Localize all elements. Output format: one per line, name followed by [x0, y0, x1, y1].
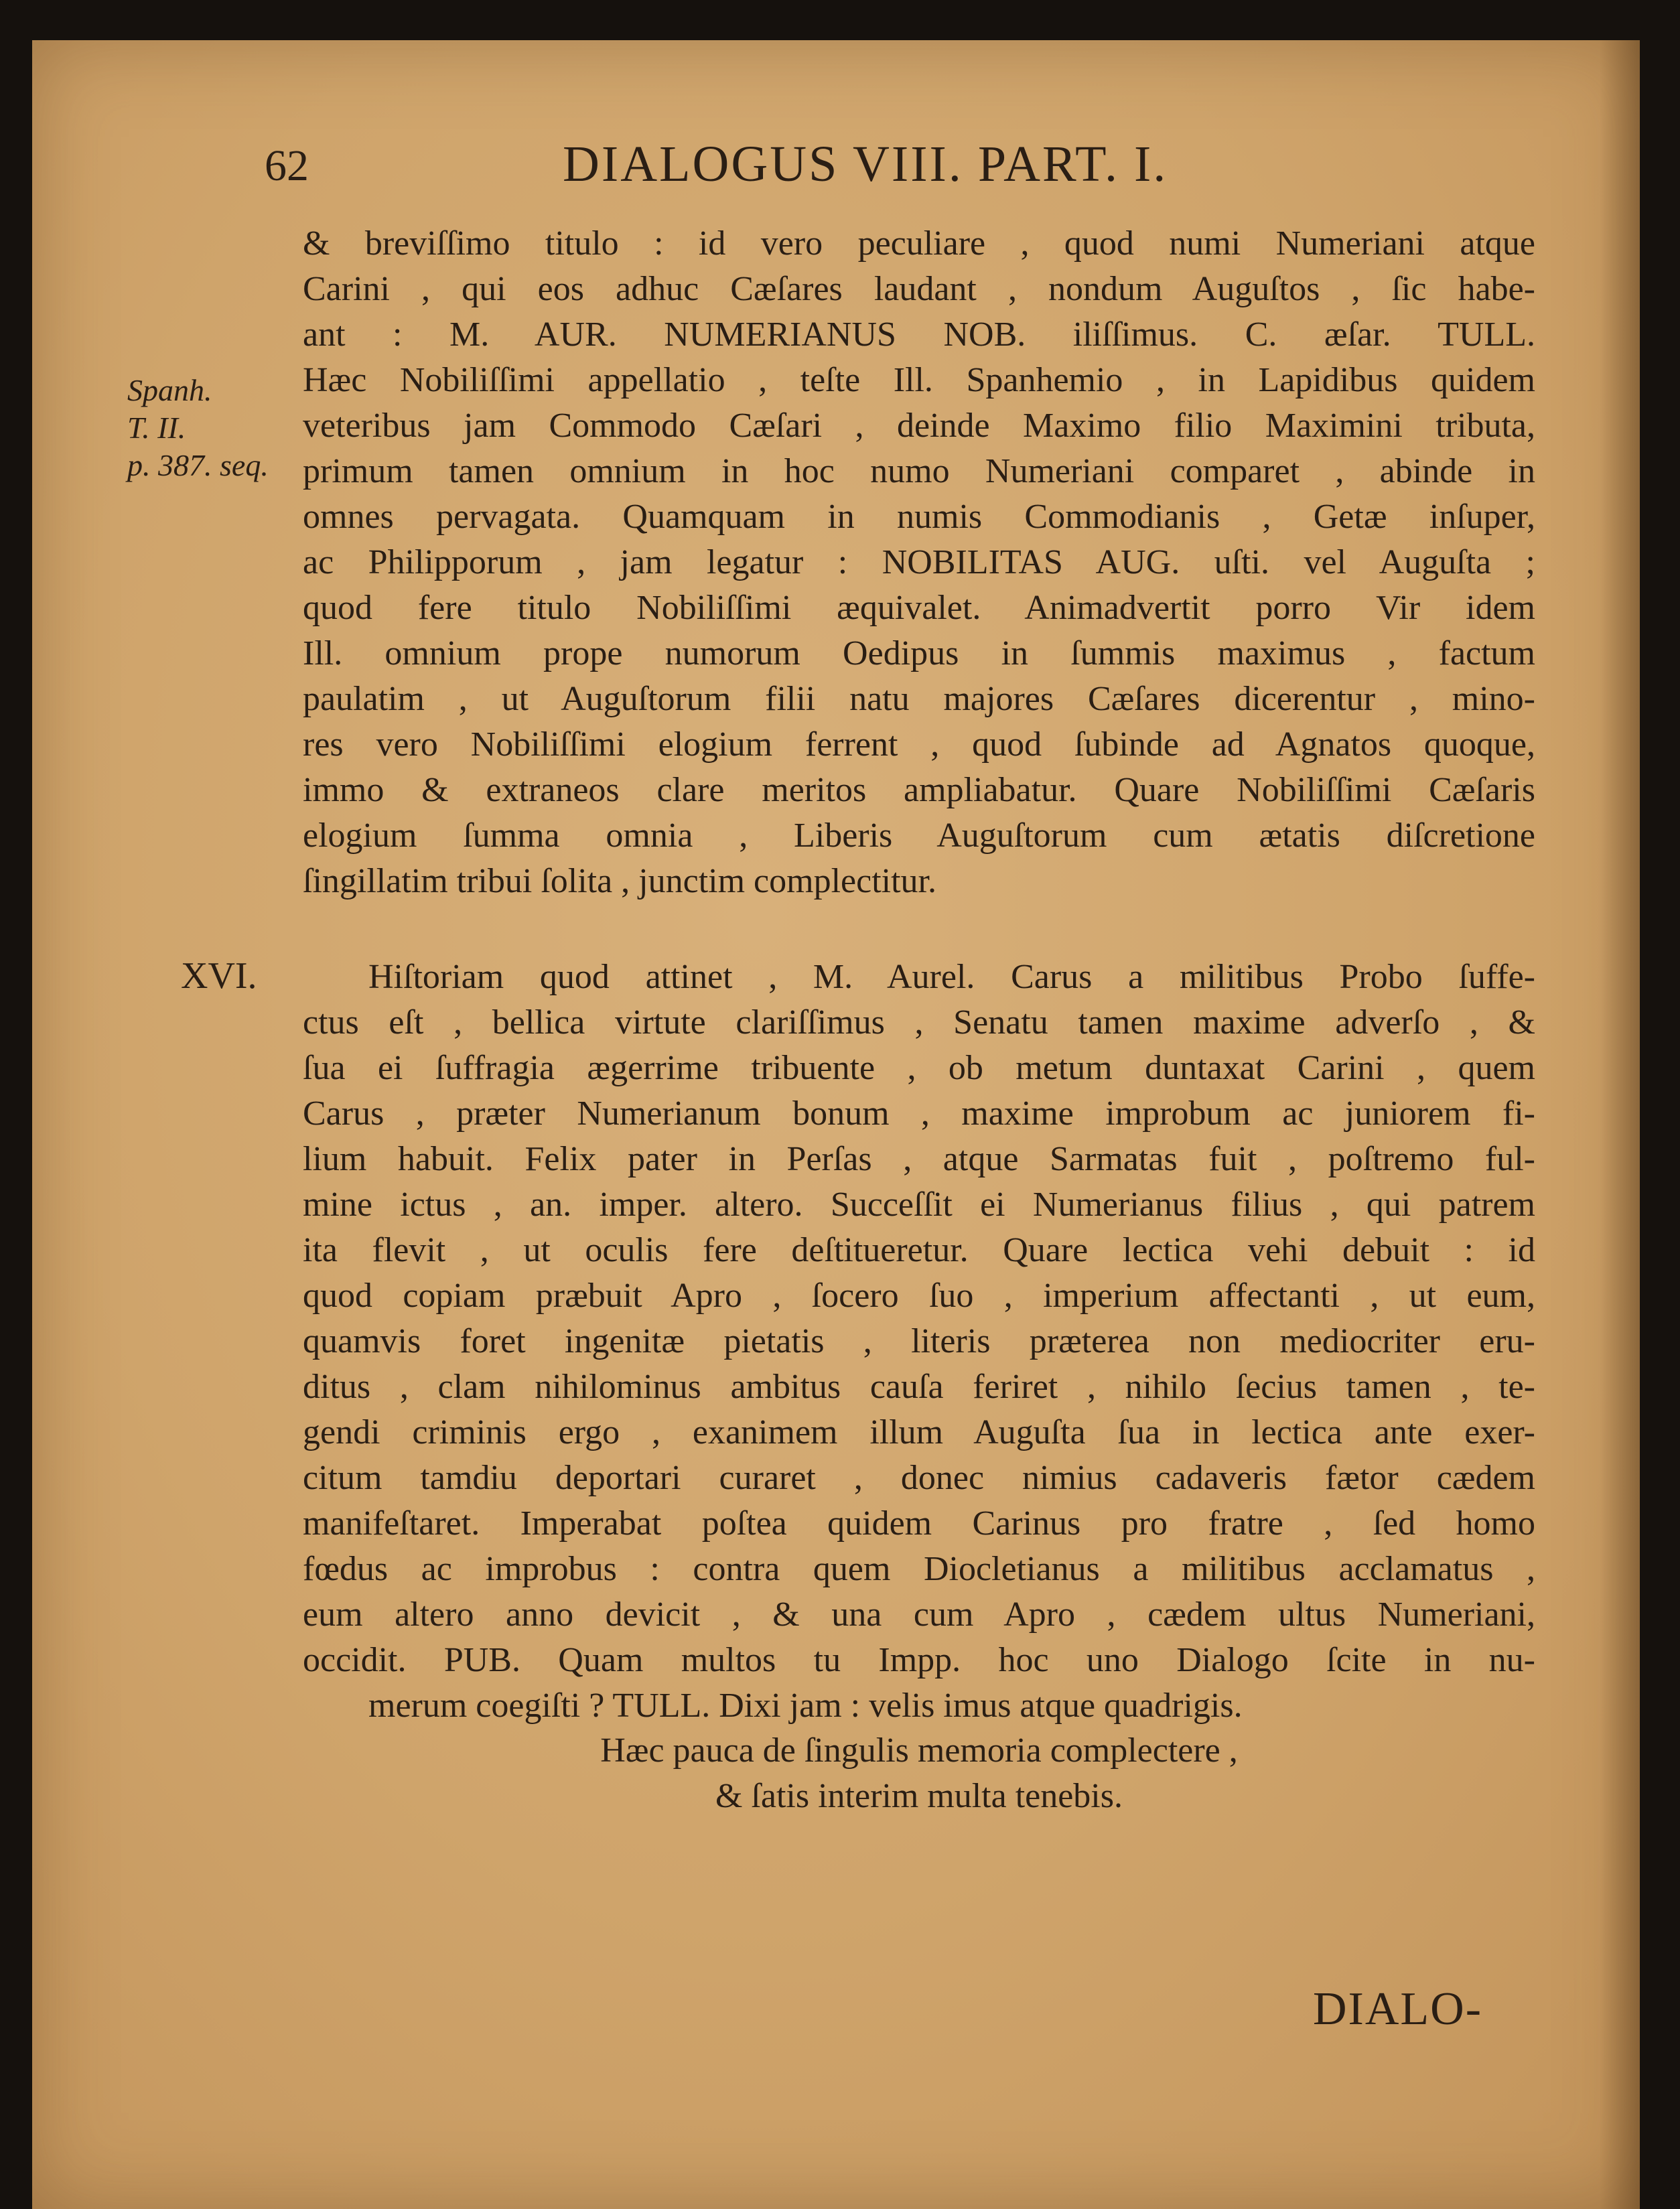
text-line: quod fere titulo Nobiliſſimi æquivalet. Animadvertit porro Vir idem [303, 589, 1535, 627]
text-line: Carini , qui eos adhuc Cæſares laudant , nondum Auguſtos , ſic habe- [303, 270, 1535, 308]
text-line: Ill. omnium prope numorum Oedipus in ſummis maximus , factum [303, 634, 1535, 672]
text-line: ac Philipporum , jam legatur : NOBILITAS AUG. uſti. vel Auguſta ; [303, 543, 1535, 581]
text-line: occidit. PUB. Quam multos tu Impp. hoc uno Dialogo ſcite in nu- [303, 1641, 1535, 1679]
margin-reference-note [127, 372, 281, 484]
text-line: ſua ei ſuffragia ægerrime tribuente , ob metum duntaxat Carini , quem [303, 1049, 1535, 1087]
closing-line: & ſatis interim multa tenebis. [715, 1777, 1123, 1815]
margin-note-line: T. II. [127, 411, 186, 445]
text-line: Carus , præter Numerianum bonum , maxime improbum ac juniorem fi- [303, 1094, 1535, 1133]
text-line: citum tamdiu deportari curaret , donec nimius cadaveris fætor cædem [303, 1459, 1535, 1497]
text-line: ctus eſt , bellica virtute clariſſimus , Senatu tamen maxime adverſo , & [303, 1003, 1535, 1042]
section-number: XVI. [181, 955, 257, 997]
text-line: quamvis foret ingenitæ pietatis , literis præterea non mediocriter eru- [303, 1322, 1535, 1360]
closing-line: Hæc pauca de ſingulis memoria complectere , [600, 1731, 1238, 1770]
running-title: DIALOGUS VIII. PART. I. [563, 136, 1168, 192]
text-line: ditus , clam nihilominus ambitus cauſa feriret , nihilo ſecius tamen , te- [303, 1368, 1535, 1406]
text-line: gendi criminis ergo , exanimem illum Auguſta ſua in lectica ante exer- [303, 1413, 1535, 1451]
text-line: Hiſtoriam quod attinet , M. Aurel. Carus a militibus Probo ſuffe- [368, 958, 1535, 996]
text-line: ſingillatim tribui ſolita , junctim complectitur. [303, 862, 936, 900]
text-line: res vero Nobiliſſimi elogium ferrent , quod ſubinde ad Agnatos quoque, [303, 725, 1535, 764]
text-line: Hæc Nobiliſſimi appellatio , teſte Ill. Spanhemio , in Lapidibus quidem [303, 361, 1535, 399]
text-line: paulatim , ut Auguſtorum filii natu majores Cæſares dicerentur , mino- [303, 680, 1535, 718]
paragraph-continuation [303, 221, 1535, 904]
text-line: eum altero anno devicit , & una cum Apro , cædem ultus Numeriani, [303, 1595, 1535, 1634]
margin-note-line: Spanh. [127, 373, 212, 407]
text-line: manifeſtaret. Imperabat poſtea quidem Carinus pro fratre , ſed homo [303, 1504, 1535, 1543]
catchword: DIALO- [1313, 1983, 1483, 2035]
text-line: omnes pervagata. Quamquam in numis Commodianis , Getæ inſuper, [303, 498, 1535, 536]
text-line: mine ictus , an. imper. altero. Succeſſit ei Numerianus filius , qui patrem [303, 1186, 1535, 1224]
text-line: fœdus ac improbus : contra quem Diocletianus a militibus acclamatus , [303, 1550, 1535, 1588]
text-line: ant : M. AUR. NUMERIANUS NOB. iliſſimus. C. æſar. TULL. [303, 315, 1535, 354]
paragraph-section-xvi [303, 954, 1535, 1729]
closing-verse [303, 1728, 1535, 1819]
margin-note-line: p. 387. seq. [127, 448, 269, 482]
text-line: elogium ſumma omnia , Liberis Auguſtorum cum ætatis diſcretione [303, 816, 1535, 855]
text-line: merum coegiſti ? TULL. Dixi jam : velis imus atque quadrigis. [368, 1687, 1243, 1725]
text-line: & breviſſimo titulo : id vero peculiare , quod numi Numeriani atque [303, 224, 1535, 263]
text-line: quod copiam præbuit Apro , ſocero ſuo , imperium affectanti , ut eum, [303, 1277, 1535, 1315]
text-line: immo & extraneos clare meritos ampliabatur. Quare Nobiliſſimi Cæſaris [303, 771, 1535, 809]
text-line: lium habuit. Felix pater in Perſas , atque Sarmatas fuit , poſtremo ful- [303, 1140, 1535, 1178]
text-line: ita flevit , ut oculis fere deſtitueretur. Quare lectica vehi debuit : id [303, 1231, 1535, 1269]
page-header [0, 100, 1541, 194]
text-line: veteribus jam Commodo Cæſari , deinde Maximo filio Maximini tributa, [303, 407, 1535, 445]
page-gutter-shadow [1600, 40, 1640, 2209]
page-number: 62 [265, 141, 309, 190]
text-line: primum tamen omnium in hoc numo Numeriani comparet , abinde in [303, 452, 1535, 490]
